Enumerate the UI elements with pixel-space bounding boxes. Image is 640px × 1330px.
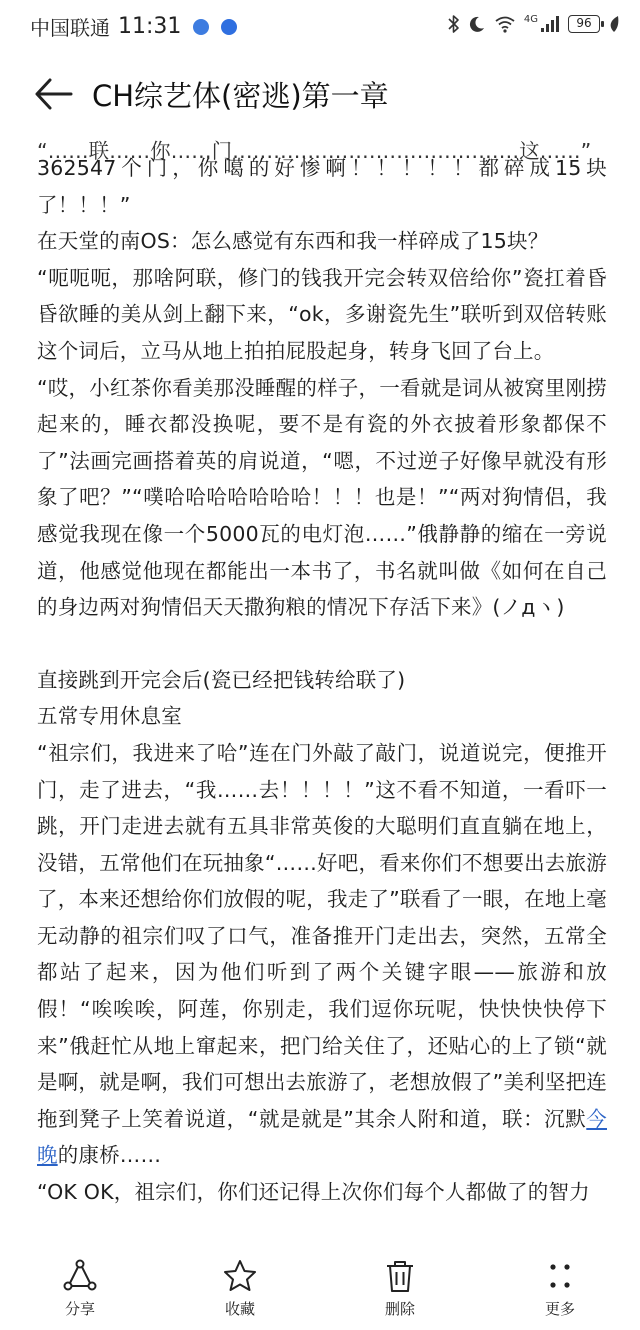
paragraph: “OK OK，祖宗们，你们还记得上次你们每个人都做了的智力 xyxy=(37,1180,590,1205)
back-arrow-icon xyxy=(34,76,74,112)
star-icon xyxy=(222,1258,258,1294)
status-right xyxy=(448,14,620,34)
clipped-text: “……联……你……门……………………………………这……” xyxy=(37,139,592,163)
status-time: 11:31 xyxy=(118,14,182,39)
delete-label: 删除 xyxy=(384,1300,415,1318)
more-dots-icon xyxy=(542,1258,578,1294)
page-title: CH综艺体(密逃)第一章 xyxy=(92,79,389,113)
paragraph: 362547个门，你噶的好惨啊！！！！！都碎成15块了！！！” xyxy=(37,156,607,217)
app-header xyxy=(0,60,640,130)
wifi-icon xyxy=(494,15,516,33)
paragraph-text: “祖宗们，我进来了哈”连在门外敲了敲门，说道说完，便推开门，走了进去，“我……去！！！！”这不看不知道，一看吓一跳，开门走进去就有五具非常英俊的大聪明们直直躺在地上，没错，五常他们在玩抽象“……好吧，看来你们不想要出去旅游了，本来还想给你们放假的呢，我走了”联看了一眼，在地上毫无动静的祖宗们叹了口气，准备推开门走出去，突然，五常全都站了起来，因为他们听到了两个关键字眼——旅游和放假！“唉唉唉，阿莲，你别走，我们逗你玩呢，快快快快停下来”俄赶忙从地上窜起来，把门给关住了，还贴心的上了锁“就是啊，就是啊，我们可想出去旅游了，老想放假了”美利坚把连拖到凳子上笑着说道，“就是就是”其余人附和道，联：沉默 xyxy=(37,740,607,1131)
status-bar xyxy=(0,0,640,52)
clipped-text-line xyxy=(37,132,607,163)
share-button[interactable] xyxy=(0,1250,160,1330)
paragraph: 五常专用休息室 xyxy=(37,704,182,729)
paragraph-text-tail: 的康桥…… xyxy=(57,1143,162,1168)
article-content[interactable] xyxy=(37,132,607,1234)
delete-button[interactable] xyxy=(320,1250,480,1330)
keyword-link[interactable]: 今晚 xyxy=(37,1106,607,1168)
moon-icon xyxy=(468,15,486,33)
bottom-toolbar xyxy=(0,1250,640,1330)
leaf-icon xyxy=(608,15,620,33)
share-icon xyxy=(62,1258,98,1294)
paragraph: “哎，小红茶你看美那没睡醒的样子，一看就是词从被窝里刚捞起来的，睡衣都没换呢，要不是有瓷的外衣披着形象都保不了”法画完画搭着英的肩说道，“嗯，不过逆子好像早就没有形象了吧？”“噗哈哈哈哈哈哈哈！！！也是！”“两对狗情侣，我感觉我现在像一个5000瓦的电灯泡……”俄静静的缩在一旁说道，他感觉他现在都能出一本书了，书名就叫做《如何在自己的身边两对狗情侣天天撒狗粮的情况下存活下来》(ノдヽ) xyxy=(37,375,607,620)
favorite-button[interactable] xyxy=(160,1250,320,1330)
signal-icon xyxy=(540,15,560,33)
share-label: 分享 xyxy=(64,1300,95,1318)
more-label: 更多 xyxy=(544,1300,575,1318)
paragraph: 直接跳到开完会后(瓷已经把钱转给联了) xyxy=(37,667,406,692)
status-left xyxy=(30,12,237,41)
paragraph-gap xyxy=(37,626,607,662)
more-button[interactable] xyxy=(480,1250,640,1330)
carrier-name: 中国联通 xyxy=(30,16,110,40)
battery-indicator: 96 xyxy=(568,15,600,33)
paw-notification-icon xyxy=(221,19,237,35)
browser-notification-icon xyxy=(193,19,209,35)
back-button[interactable] xyxy=(34,76,74,112)
trash-icon xyxy=(382,1258,418,1294)
favorite-label: 收藏 xyxy=(224,1300,255,1318)
paragraph-with-link xyxy=(37,735,607,1174)
network-type: 4G xyxy=(523,13,538,25)
paragraph: 在天堂的南OS：怎么感觉有东西和我一样碎成了15块？ xyxy=(37,229,549,254)
paragraph: “呃呃呃，那啥阿联，修门的钱我开完会转双倍给你”瓷扛着昏昏欲睡的美从剑上翻下来，“ok，多谢瓷先生”联听到双倍转账这个词后，立马从地上拍拍屁股起身，转身飞回了台上。 xyxy=(37,265,607,363)
bluetooth-icon xyxy=(448,14,460,34)
